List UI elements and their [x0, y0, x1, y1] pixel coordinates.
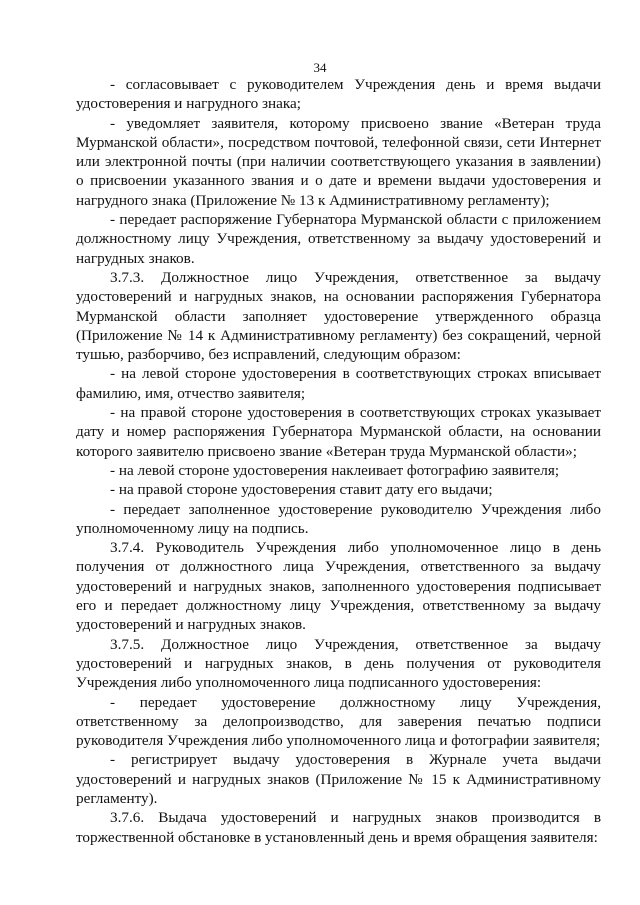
paragraph-notify-applicant: - уведомляет заявителя, которому присвоено звание «Ветеран труда Мурманской области», посредством почтовой, телефонной связи, сети Интернет или электронной почты (при наличии соответствующего указания в заявлении) о присвоении указанного звания и о дате и времени выдачи удостоверения и нагрудного знака (Приложение № 13 к Административному регламенту);: [76, 114, 601, 209]
paragraph-right-side-order: - на правой стороне удостоверения в соответствующих строках указывает дату и номер распоряжения Губернатора Мурманской области, на основании которого заявителю присвоено звание «Ветеран труда Мурманской области»;: [76, 404, 601, 460]
paragraph-3-7-6: 3.7.6. Выдача удостоверений и нагрудных знаков производится в торжественной обстановке в установленный день и время обращения заявителя:: [76, 809, 601, 846]
paragraph-3-7-3: 3.7.3. Должностное лицо Учреждения, ответственное за выдачу удостоверений и нагрудных знаков, на основании распоряжения Губернатора Мурманской области заполняет удостоверение утвержденного образца (Приложение № 14 к Административному регламенту) без сокращений, черной тушью, разборчиво, без исправлений, следующим образом:: [76, 268, 601, 364]
paragraph-transfer-order: - передает распоряжение Губернатора Мурманской области с приложением должностному лицу Учреждения, ответственному за выдачу удостоверений и нагрудных знаков.: [76, 211, 601, 267]
paragraph-right-side-date: - на правой стороне удостоверения ставит дату его выдачи;: [110, 481, 493, 499]
paragraph-3-7-4: 3.7.4. Руководитель Учреждения либо уполномоченное лицо в день получения от должностного лица Учреждения, ответственного за выдачу удостоверений и нагрудных знаков, заполненного удостоверения подписывает его и передает должностному лицу Учреждения, ответственному за выдачу удостоверений и нагрудных знаков.: [76, 539, 601, 634]
paragraph-agree-date: - согласовывает с руководителем Учреждения день и время выдачи удостоверения и нагрудного знака;: [76, 76, 601, 113]
paragraph-left-side-photo: - на левой стороне удостоверения наклеивает фотографию заявителя;: [110, 461, 560, 479]
paragraph-left-side-name: - на левой стороне удостоверения в соответствующих строках вписывает фамилию, имя, отчество заявителя;: [76, 365, 601, 402]
paragraph-pass-for-signature: - передает заполненное удостоверение руководителю Учреждения либо уполномоченному лицу на подпись.: [76, 500, 601, 537]
paragraph-3-7-5: 3.7.5. Должностное лицо Учреждения, ответственное за выдачу удостоверений и нагрудных знаков, в день получения от руководителя Учреждения либо уполномоченного лица подписанного удостоверения:: [76, 635, 601, 692]
paragraph-transfer-for-seal: - передает удостоверение должностному лицу Учреждения, ответственному за делопроизводство, для заверения печатью подписи руководителя Учреждения либо уполномоченного лица и фотографии заявителя;: [76, 693, 601, 750]
paragraph-register-issue: - регистрирует выдачу удостоверения в Журнале учета выдачи удостоверений и нагрудных знаков (Приложение № 15 к Административному регламенту).: [76, 751, 601, 807]
document-body: [76, 75, 601, 847]
page-number: 34: [313, 60, 327, 75]
